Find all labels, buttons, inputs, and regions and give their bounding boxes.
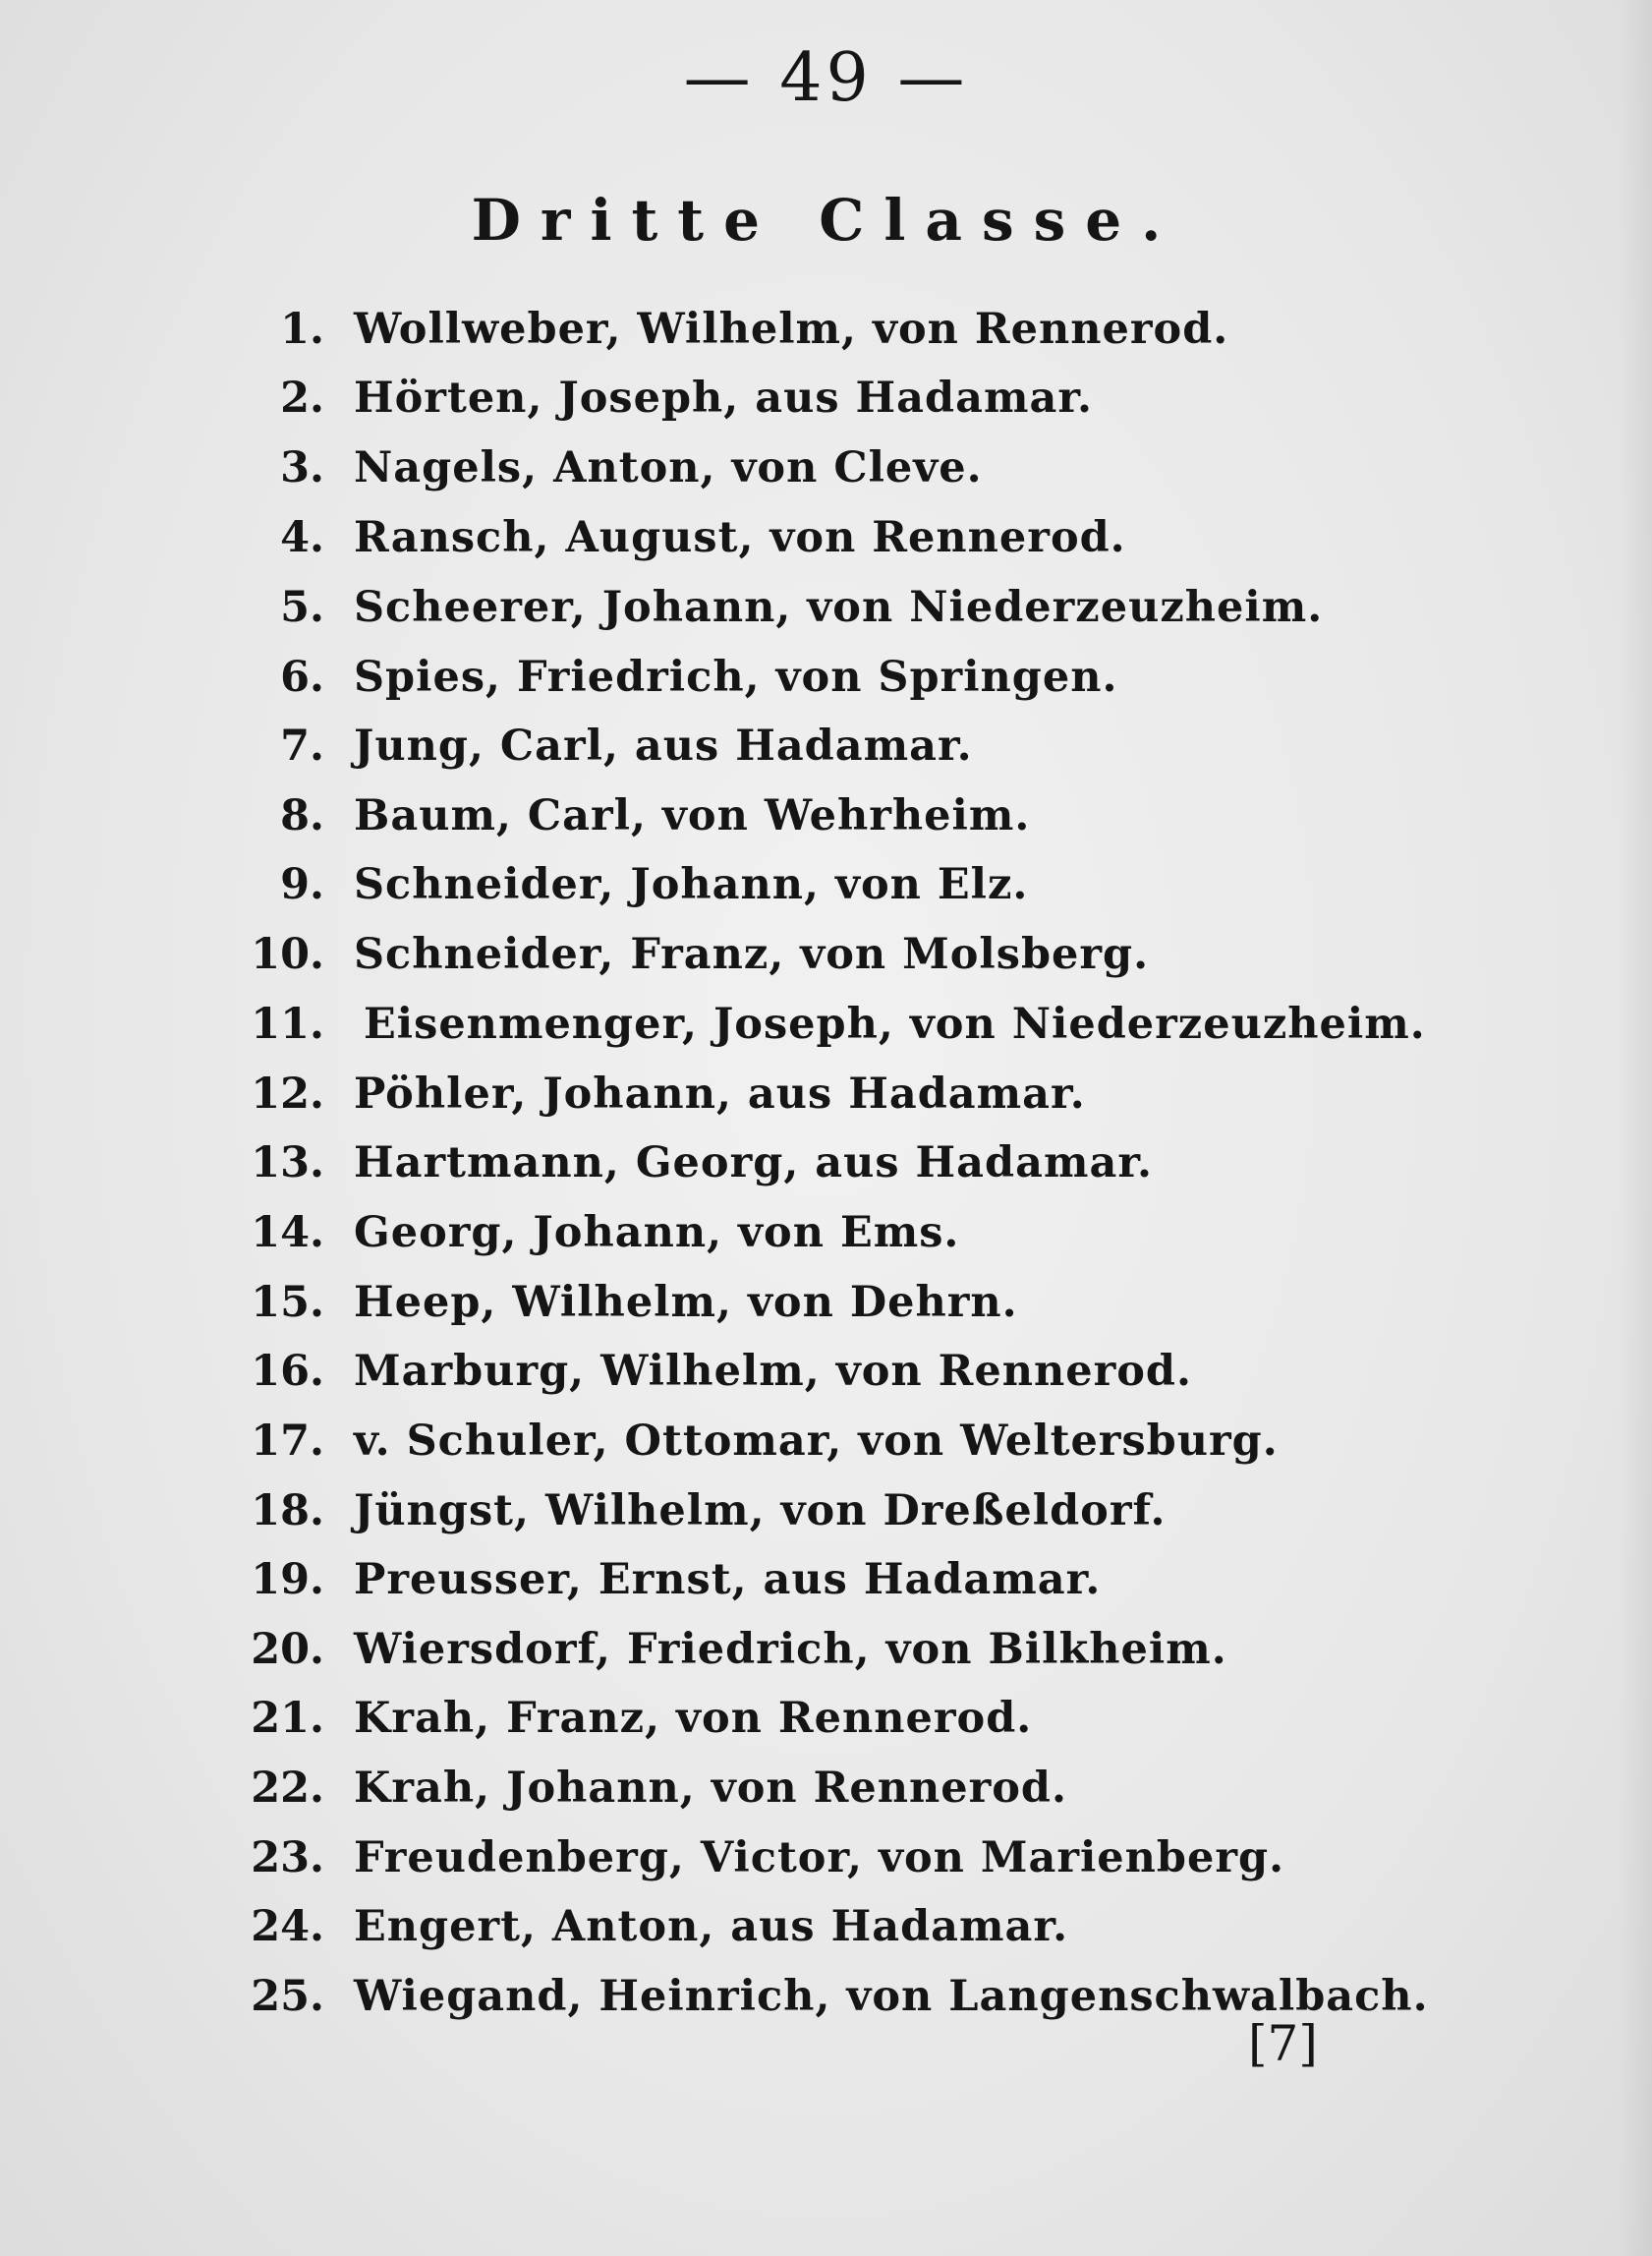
entry-number: 21. (251, 1694, 324, 1743)
entry-number: 18. (251, 1486, 324, 1535)
entry-name: Ransch, August, von Rennerod. (354, 513, 1126, 562)
entry-name: Pöhler, Johann, aus Hadamar. (354, 1070, 1086, 1119)
entry-number: 19. (251, 1555, 324, 1604)
entry-number: 5. (280, 583, 324, 632)
entry-name: Eisenmenger, Joseph, von Niederzeuzheim. (364, 1000, 1426, 1049)
entry-number: 24. (251, 1902, 324, 1951)
list-item (0, 1892, 1652, 1961)
entry-number: 11. (251, 1000, 324, 1049)
entry-name: Scheerer, Johann, von Niederzeuzheim. (354, 583, 1324, 632)
list-item (0, 781, 1652, 850)
page-number-header: — 49 — (683, 39, 969, 117)
list-item (0, 1198, 1652, 1267)
entry-name: Heep, Wilhelm, von Dehrn. (354, 1278, 1018, 1327)
entry-name: v. Schuler, Ottomar, von Weltersburg. (354, 1417, 1279, 1466)
entry-name: Jung, Carl, aus Hadamar. (354, 722, 973, 771)
entry-number: 1. (280, 305, 324, 354)
list-item (0, 1476, 1652, 1545)
section-title: Dritte Classe. (471, 187, 1181, 254)
entry-name: Schneider, Franz, von Molsberg. (354, 930, 1150, 979)
entry-number: 6. (280, 653, 324, 702)
list-item (0, 643, 1652, 712)
entry-number: 7. (280, 722, 324, 771)
entry-name: Schneider, Johann, von Elz. (354, 860, 1029, 909)
list-item (0, 1684, 1652, 1753)
list-item (0, 1407, 1652, 1475)
entry-number: 20. (251, 1625, 324, 1674)
entry-name: Krah, Johann, von Rennerod. (354, 1764, 1067, 1813)
entry-number: 15. (251, 1278, 324, 1327)
entry-number: 16. (251, 1347, 324, 1396)
entry-name: Nagels, Anton, von Cleve. (354, 443, 983, 492)
entry-name: Jüngst, Wilhelm, von Dreßeldorf. (354, 1486, 1167, 1535)
list-item (0, 364, 1652, 433)
entry-number: 23. (251, 1833, 324, 1882)
entry-name: Marburg, Wilhelm, von Rennerod. (354, 1347, 1192, 1396)
entry-number: 22. (251, 1764, 324, 1813)
list-item (0, 712, 1652, 781)
list-item (0, 573, 1652, 642)
entry-number: 13. (251, 1138, 324, 1187)
list-item (0, 1337, 1652, 1406)
entry-number: 25. (251, 1972, 324, 2021)
list-item (0, 1754, 1652, 1822)
entry-name: Wiersdorf, Friedrich, von Bilkheim. (354, 1625, 1227, 1674)
entry-name: Freudenberg, Victor, von Marienberg. (354, 1833, 1285, 1882)
list-item (0, 1615, 1652, 1684)
list-item (0, 434, 1652, 502)
list-item (0, 990, 1652, 1059)
entry-name: Engert, Anton, aus Hadamar. (354, 1902, 1069, 1951)
list-item (0, 1128, 1652, 1197)
entry-name: Preusser, Ernst, aus Hadamar. (354, 1555, 1102, 1604)
entry-name: Hartmann, Georg, aus Hadamar. (354, 1138, 1154, 1187)
entry-number: 12. (251, 1070, 324, 1119)
entry-name: Krah, Franz, von Rennerod. (354, 1694, 1033, 1743)
printer-signature-mark: [7] (1248, 2015, 1318, 2072)
list-item (0, 1823, 1652, 1892)
entry-name: Wiegand, Heinrich, von Langenschwalbach. (354, 1972, 1429, 2021)
list-item (0, 1962, 1652, 2031)
entry-number: 8. (280, 791, 324, 840)
entry-name: Wollweber, Wilhelm, von Rennerod. (354, 305, 1229, 354)
entry-number: 2. (280, 374, 324, 423)
entry-name: Georg, Johann, von Ems. (354, 1208, 960, 1257)
entry-number: 14. (251, 1208, 324, 1257)
list-item (0, 1545, 1652, 1614)
entry-number: 3. (280, 443, 324, 492)
list-item (0, 850, 1652, 919)
list-item (0, 295, 1652, 364)
list-item (0, 920, 1652, 989)
list-item (0, 1268, 1652, 1337)
list-item (0, 503, 1652, 572)
entry-name: Spies, Friedrich, von Springen. (354, 653, 1118, 702)
list-item (0, 1060, 1652, 1128)
entry-name: Hörten, Joseph, aus Hadamar. (354, 374, 1094, 423)
entry-number: 10. (251, 930, 324, 979)
entry-number: 9. (280, 860, 324, 909)
entry-number: 17. (251, 1417, 324, 1466)
entry-name: Baum, Carl, von Wehrheim. (354, 791, 1031, 840)
entry-number: 4. (280, 513, 324, 562)
